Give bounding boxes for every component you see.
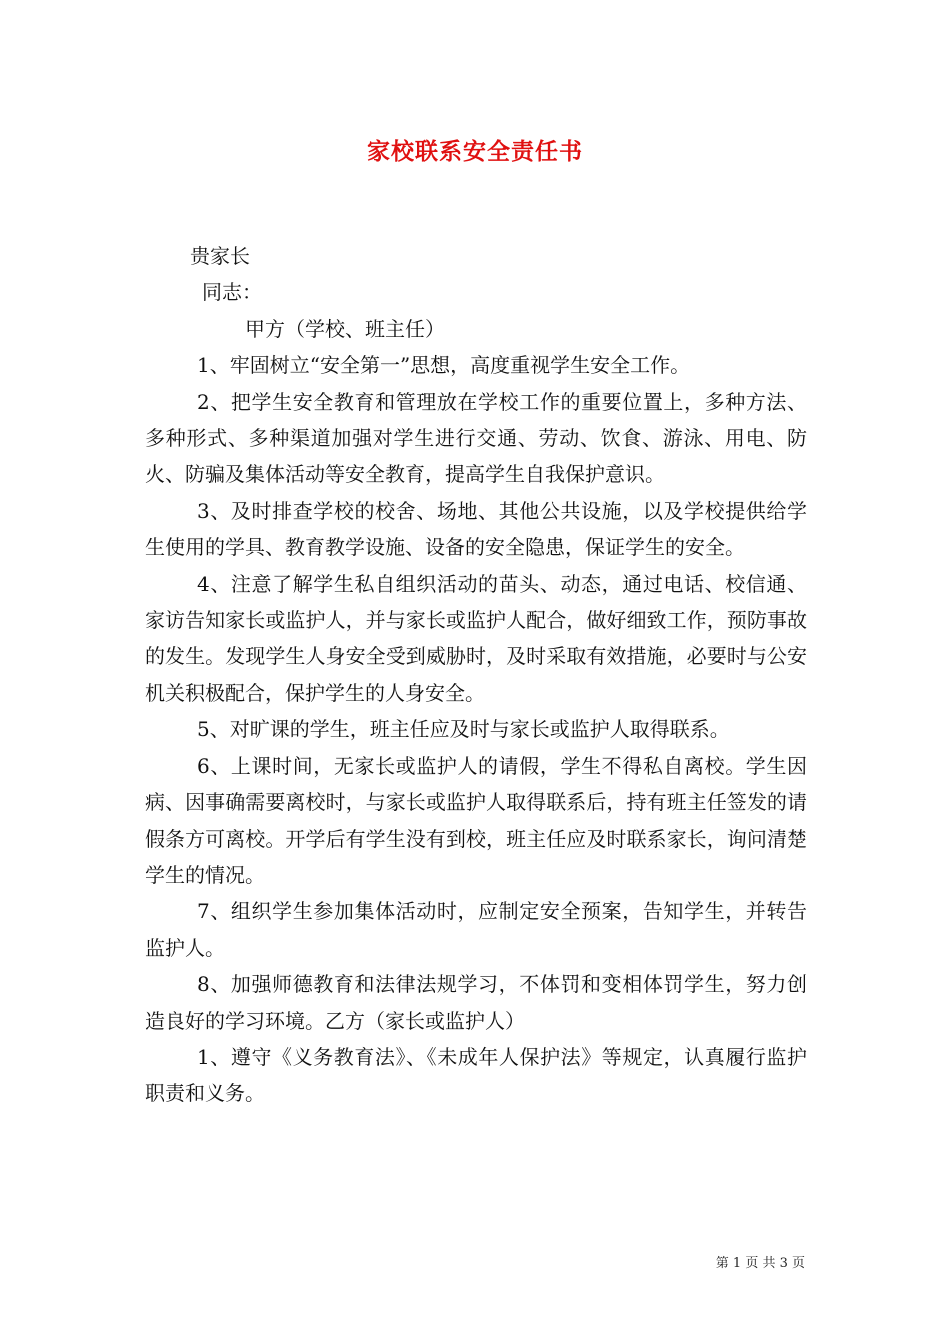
paragraph-4: 4、注意了解学生私自组织活动的苗头、动态，通过电话、校信通、家访告知家长或监护人，并与家长或监护人配合，做好细致工作，预防事故的发生。发现学生人身安全受到威胁时，及时采取有效措施，必要时与公安机关积极配合，保护学生的人身安全。 <box>145 571 807 705</box>
paragraph-7: 7、组织学生参加集体活动时，应制定安全预案，告知学生，并转告监护人。 <box>145 899 807 960</box>
salutation-line-1: 贵家长 <box>190 244 250 268</box>
paragraph-3: 3、及时排查学校的校舍、场地、其他公共设施，以及学校提供给学生使用的学具、教育教学设施、设备的安全隐患，保证学生的安全。 <box>145 498 807 560</box>
party-a-heading: 甲方（学校、班主任） <box>245 316 445 341</box>
paragraph-9: 1、遵守《义务教育法》、《未成年人保护法》等规定，认真履行监护职责和义务。 <box>145 1044 807 1106</box>
paragraph-8: 8、加强师德教育和法律法规学习，不体罚和变相体罚学生，努力创造良好的学习环境。乙方（家长或监护人） <box>145 972 807 1033</box>
document-body <box>145 238 807 1112</box>
paragraph-1: 1、牢固树立“安全第一”思想，高度重视学生安全工作。 <box>197 353 691 378</box>
paragraph-2: 2、把学生安全教育和管理放在学校工作的重要位置上，多种方法、多种形式、多种渠道加强对学生进行交通、劳动、饮食、游泳、用电、防火、防骗及集体活动等安全教育，提高学生自我保护意识。 <box>145 389 807 487</box>
salutation-line-2: 同志： <box>202 280 262 305</box>
paragraph-6: 6、上课时间，无家长或监护人的请假，学生不得私自离校。学生因病、因事确需要离校时，与家长或监护人取得联系后，持有班主任签发的请假条方可离校。开学后有学生没有到校，班主任应及时联系家长，询问清楚学生的情况。 <box>145 753 807 887</box>
page-indicator: 第 1 页 共 3 页 <box>715 1256 805 1271</box>
document-title: 家校联系安全责任书 <box>367 138 583 165</box>
paragraph-5: 5、对旷课的学生，班主任应及时与家长或监护人取得联系。 <box>197 717 730 742</box>
